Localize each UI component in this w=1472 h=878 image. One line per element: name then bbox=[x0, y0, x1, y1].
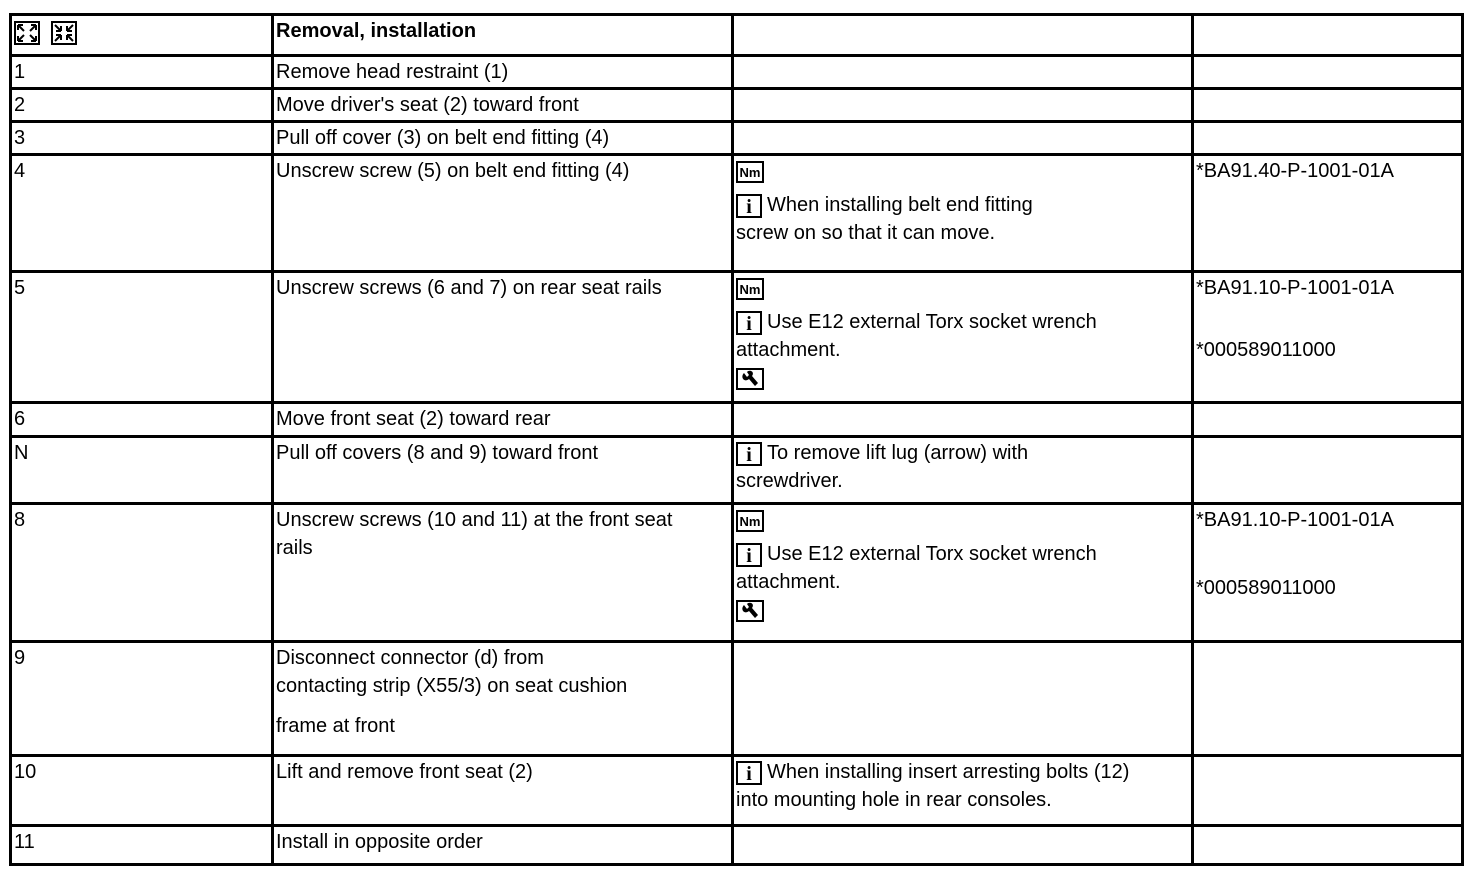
step-number: 2 bbox=[11, 89, 273, 122]
refs-cell bbox=[1193, 437, 1463, 504]
refs-cell bbox=[1193, 403, 1463, 437]
table-row bbox=[11, 504, 1463, 642]
note-text: attachment. bbox=[736, 339, 841, 361]
expand-icon[interactable] bbox=[14, 21, 40, 45]
refs-cell bbox=[1193, 122, 1463, 155]
step-text: Pull off cover (3) on belt end fitting (4) bbox=[273, 122, 733, 155]
table-row bbox=[11, 403, 1463, 437]
svg-text:i: i bbox=[746, 762, 752, 785]
svg-text:i: i bbox=[746, 544, 752, 567]
special-tool-icon[interactable] bbox=[736, 600, 764, 622]
torque-nm-icon[interactable] bbox=[736, 161, 764, 183]
refs-cell bbox=[1193, 89, 1463, 122]
info-icon[interactable] bbox=[736, 311, 762, 335]
notes-cell bbox=[733, 826, 1193, 865]
info-icon[interactable] bbox=[736, 543, 762, 567]
refs-cell bbox=[1193, 642, 1463, 756]
step-text-line: frame at front bbox=[276, 715, 395, 737]
info-icon[interactable] bbox=[736, 442, 762, 466]
step-number: 8 bbox=[11, 504, 273, 642]
note-text: Use E12 external Torx socket wrench bbox=[767, 311, 1097, 333]
notes-cell bbox=[733, 122, 1193, 155]
notes-cell bbox=[733, 56, 1193, 89]
refs-cell bbox=[1193, 504, 1463, 642]
step-text: Move front seat (2) toward rear bbox=[273, 403, 733, 437]
step-number: 11 bbox=[11, 826, 273, 865]
step-number: N bbox=[11, 437, 273, 504]
header-icons-cell bbox=[11, 15, 273, 56]
svg-text:i: i bbox=[746, 443, 752, 466]
info-icon[interactable] bbox=[736, 194, 762, 218]
step-number: 1 bbox=[11, 56, 273, 89]
notes-cell bbox=[733, 272, 1193, 403]
table-row bbox=[11, 56, 1463, 89]
svg-text:Nm: Nm bbox=[739, 513, 761, 529]
step-number: 10 bbox=[11, 756, 273, 826]
svg-text:Nm: Nm bbox=[739, 164, 761, 180]
refs-cell bbox=[1193, 272, 1463, 403]
note-text: To remove lift lug (arrow) with bbox=[767, 442, 1029, 464]
note-text: screw on so that it can move. bbox=[736, 222, 996, 244]
table-row bbox=[11, 272, 1463, 403]
header-empty-cell bbox=[733, 15, 1193, 56]
step-text: Remove head restraint (1) bbox=[273, 56, 733, 89]
notes-cell bbox=[733, 642, 1193, 756]
svg-text:i: i bbox=[746, 312, 752, 335]
step-number: 3 bbox=[11, 122, 273, 155]
notes-cell bbox=[733, 756, 1193, 826]
svg-text:Nm: Nm bbox=[739, 281, 761, 297]
step-text-line: Unscrew screws (10 and 11) at the front seat bbox=[276, 509, 673, 531]
step-text: Unscrew screws (6 and 7) on rear seat rails bbox=[273, 272, 733, 403]
collapse-icon[interactable] bbox=[51, 21, 77, 45]
reference-link[interactable]: *000589011000 bbox=[1196, 339, 1336, 361]
reference-link[interactable]: *BA91.10-P-1001-01A bbox=[1196, 509, 1394, 531]
step-text: Pull off covers (8 and 9) toward front bbox=[273, 437, 733, 504]
step-text-line: Disconnect connector (d) from bbox=[276, 647, 544, 669]
table-row bbox=[11, 642, 1463, 756]
table-row bbox=[11, 437, 1463, 504]
reference-link[interactable]: *BA91.40-P-1001-01A bbox=[1196, 160, 1394, 182]
step-number: 5 bbox=[11, 272, 273, 403]
note-text: screwdriver. bbox=[736, 470, 843, 492]
table-row bbox=[11, 756, 1463, 826]
note-text: When installing belt end fitting bbox=[767, 194, 1033, 216]
notes-cell bbox=[733, 437, 1193, 504]
step-number: 4 bbox=[11, 155, 273, 272]
reference-link[interactable]: *BA91.10-P-1001-01A bbox=[1196, 277, 1394, 299]
table-header-row bbox=[11, 15, 1463, 56]
step-text-line: contacting strip (X55/3) on seat cushion bbox=[276, 675, 628, 697]
refs-cell bbox=[1193, 155, 1463, 272]
table-row bbox=[11, 155, 1463, 272]
note-text: into mounting hole in rear consoles. bbox=[736, 789, 1052, 811]
step-text: Unscrew screw (5) on belt end fitting (4) bbox=[273, 155, 733, 272]
notes-cell bbox=[733, 155, 1193, 272]
refs-cell bbox=[1193, 56, 1463, 89]
step-number: 6 bbox=[11, 403, 273, 437]
table-row bbox=[11, 122, 1463, 155]
procedure-table bbox=[9, 13, 1464, 866]
step-text bbox=[273, 504, 733, 642]
refs-cell bbox=[1193, 826, 1463, 865]
step-text: Move driver's seat (2) toward front bbox=[273, 89, 733, 122]
note-text: attachment. bbox=[736, 571, 841, 593]
header-title: Removal, installation bbox=[273, 15, 733, 56]
notes-cell bbox=[733, 89, 1193, 122]
special-tool-icon[interactable] bbox=[736, 368, 764, 390]
step-text: Lift and remove front seat (2) bbox=[273, 756, 733, 826]
info-icon[interactable] bbox=[736, 761, 762, 785]
step-text bbox=[273, 642, 733, 756]
note-text: When installing insert arresting bolts (12) bbox=[767, 761, 1130, 783]
svg-text:i: i bbox=[746, 195, 752, 218]
step-text-line: rails bbox=[276, 537, 313, 559]
notes-cell bbox=[733, 504, 1193, 642]
step-text: Install in opposite order bbox=[273, 826, 733, 865]
table-row bbox=[11, 89, 1463, 122]
header-empty-cell bbox=[1193, 15, 1463, 56]
note-text: Use E12 external Torx socket wrench bbox=[767, 543, 1097, 565]
refs-cell bbox=[1193, 756, 1463, 826]
table-row bbox=[11, 826, 1463, 865]
step-number: 9 bbox=[11, 642, 273, 756]
torque-nm-icon[interactable] bbox=[736, 510, 764, 532]
torque-nm-icon[interactable] bbox=[736, 278, 764, 300]
reference-link[interactable]: *000589011000 bbox=[1196, 577, 1336, 599]
notes-cell bbox=[733, 403, 1193, 437]
